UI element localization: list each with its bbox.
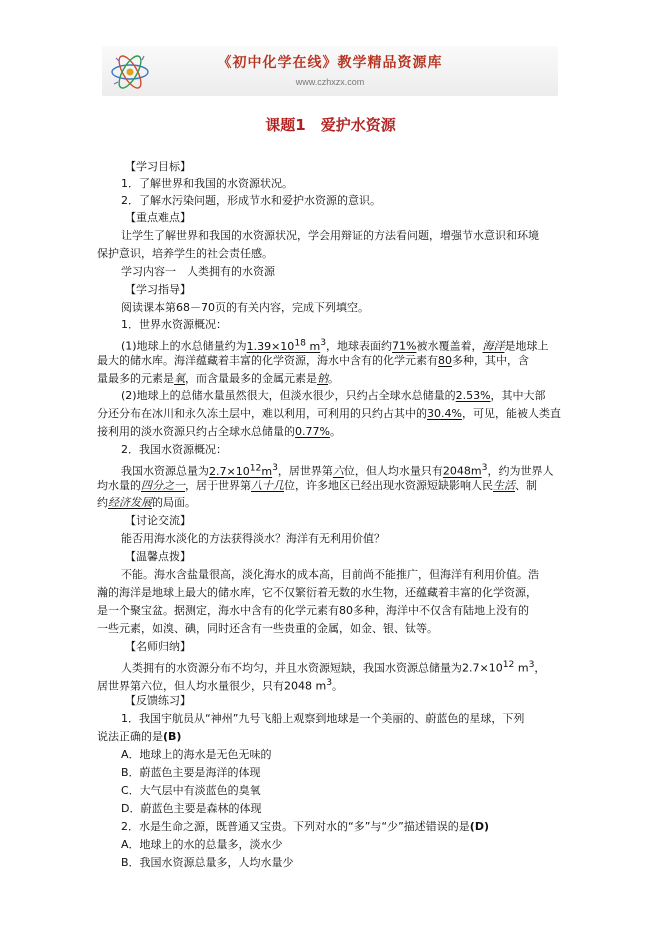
- fill-blank: 钠: [317, 372, 328, 385]
- fill-blank: 六: [332, 464, 344, 478]
- fill-blank: 0.77%: [295, 425, 330, 438]
- key-points-heading: 【重点难点】: [125, 211, 191, 224]
- header-banner: [102, 46, 558, 96]
- document-title: 课题1 爱护水资源: [265, 116, 396, 134]
- summary-heading: 【名师归纳】: [125, 640, 191, 653]
- hint-line: 是一个聚宝盆。据测定，海水中含有的化学元素有80多种，海洋中不仅含有陆地上没有的: [97, 604, 529, 617]
- key-points-line: 保护意识，培养学生的社会责任感。: [97, 247, 273, 260]
- fill-blank: 经济发展: [108, 496, 152, 509]
- question-1-line2: 说法正确的是(B): [97, 730, 182, 743]
- banner-url: www.czhxzx.com: [295, 77, 365, 87]
- option: C．大气层中有淡蓝色的臭氧: [121, 784, 261, 797]
- hint-heading: 【温馨点拨】: [125, 550, 191, 563]
- china-line2: 均水量的四分之一，居于世界第八十几位，许多地区已经出现水资源短缺影响人民生活、制: [97, 479, 537, 492]
- guidance-intro: 阅读课本第68－70页的有关内容，完成下列填空。: [121, 301, 369, 314]
- study-goals-heading: 【学习目标】: [125, 160, 191, 173]
- hint-line: 瀚的海洋是地球上最大的储水库，它不仅繁衍着无数的水生物，还蕴藏着丰富的化学资源，: [97, 586, 537, 599]
- summary-line2: 居世界第六位，但人均水量很少，只有2048 $m^3$。: [97, 677, 344, 693]
- option: B．我国水资源总量多，人均水量少: [121, 856, 294, 869]
- fill-blank: 30.4%: [427, 407, 462, 420]
- guidance-heading: 【学习指导】: [125, 283, 191, 296]
- world-p2-line1: (2)地球上的总储水量虽然很大，但淡水很少，只约占全球水总储量的2.53%，其中大部: [121, 389, 546, 402]
- fill-blank: 80: [438, 354, 452, 367]
- fill-blank: 生活: [493, 479, 515, 492]
- question-2-line1: 2．水是生命之源，既普通又宝贵。下列对水的“多”与“少”描述错误的是(D): [121, 820, 489, 833]
- option: A．地球上的水的总量多，淡水少: [121, 838, 283, 851]
- fill-blank: 2048m: [442, 464, 482, 478]
- section-heading: 学习内容一 人类拥有的水资源: [121, 265, 275, 278]
- china-heading: 2．我国水资源概况：: [121, 443, 227, 456]
- world-p1-line1: (1)地球上的水总储量约为$1.39\times 10^{18}$ $m^3$，地球表面约71%被水覆盖着，海洋是地球上: [121, 337, 549, 353]
- option: D．蔚蓝色主要是森林的体现: [121, 802, 262, 815]
- discussion-heading: 【讨论交流】: [125, 514, 191, 527]
- china-line3: 约经济发展的局面。: [97, 496, 196, 509]
- question-1-line1: 1．我国宇航员从“神州”九号飞船上观察到地球是一个美丽的、蔚蓝色的星球，下列: [121, 712, 525, 725]
- hint-line: 不能。海水含盐量很高，淡化海水的成本高，目前尚不能推广，但海洋有利用价值。浩: [121, 568, 539, 581]
- goal-item: 2．了解水污染问题，形成节水和爱护水资源的意识。: [121, 194, 381, 207]
- discussion-question: 能否用海水淡化的方法获得淡水？海洋有无利用价值？: [121, 532, 385, 545]
- fill-blank: 2.53%: [455, 389, 491, 402]
- fill-blank: 71%: [392, 339, 417, 353]
- hint-line: 一些元素，如溴、碘，同时还含有一些贵重的金属，如金、银、钛等。: [97, 622, 438, 635]
- fill-blank: $2.7\times 10^{12}m$: [209, 462, 273, 478]
- goal-item: 1．了解世界和我国的水资源状况。: [121, 177, 293, 190]
- answer: (B): [163, 730, 182, 743]
- fill-blank: 海洋: [482, 339, 505, 353]
- world-p2-line3: 接利用的淡水资源只约占全球水总储量的0.77%。: [97, 425, 341, 438]
- fill-blank: 氧: [174, 372, 185, 385]
- world-p1-line3: 量最多的元素是氧，而含量最多的金属元素是钠。: [97, 372, 339, 385]
- key-points-line: 让学生了解世界和我国的水资源状况，学会用辩证的方法看问题，增强节水意识和环境: [121, 229, 539, 242]
- exercises-heading: 【反馈练习】: [125, 694, 191, 707]
- world-p2-line2: 分还分布在冰川和永久冻土层中，难以利用，可利用的只约占其中的30.4%，可见，能被人类直: [97, 407, 561, 420]
- world-heading: 1．世界水资源概况：: [121, 318, 227, 331]
- china-line1: 我国水资源总量为$2.7\times 10^{12}m^3$，居世界第六位，但人均水量只有$2048m^3$，约为世界人: [121, 462, 554, 478]
- fill-blank: $1.39\times 10^{18}$ m: [246, 337, 321, 353]
- summary-line1: 人类拥有的水资源分布不均匀，并且水资源短缺，我国水资源总储量为$2.7\times 10^{12}$ $m^3$，: [121, 659, 546, 675]
- option: B．蔚蓝色主要是海洋的体现: [121, 766, 261, 779]
- option: A．地球上的海水是无色无味的: [121, 748, 272, 761]
- fill-blank: 八十几: [251, 479, 284, 492]
- banner-title: 《初中化学在线》教学精品资源库: [217, 55, 443, 71]
- fill-blank: 四分之一: [141, 479, 185, 492]
- answer: (D): [469, 820, 489, 833]
- world-p1-line2: 最大的储水库。海洋蕴藏着丰富的化学资源，海水中含有的化学元素有80多种，其中，含: [97, 354, 529, 367]
